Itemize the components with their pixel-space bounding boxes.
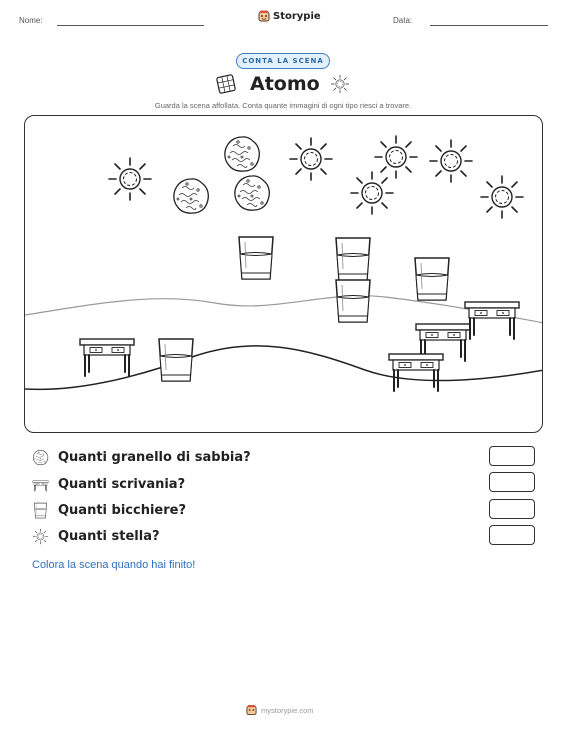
instructions: Guarda la scena affollata. Conta quante immagini di ogni tipo riesci a trovare. — [154, 101, 412, 110]
star-2 — [290, 138, 332, 180]
storypie-footer-logo-icon — [246, 704, 257, 716]
star-1 — [109, 158, 151, 200]
desk-4 — [389, 354, 443, 391]
star-icon — [32, 528, 49, 545]
question-sand-grain — [32, 449, 251, 466]
question-desk — [32, 476, 185, 493]
atom-grid-icon — [216, 74, 236, 94]
page-title: Atomo — [250, 73, 320, 95]
desk-3 — [465, 302, 519, 339]
footer-site[interactable]: mystorypie.com — [261, 705, 314, 715]
answer-box-sand-grain[interactable] — [489, 446, 535, 466]
glass-4 — [415, 258, 449, 300]
desk-1 — [80, 339, 134, 376]
sand-grain-1 — [225, 137, 259, 171]
question-text: Quanti bicchiere? — [58, 503, 187, 518]
glass-3 — [336, 280, 370, 322]
glass-icon — [32, 502, 49, 519]
date-label: Data: — [393, 16, 413, 25]
brand-logo — [258, 10, 321, 22]
question-glass — [32, 502, 186, 519]
sun-icon — [330, 74, 350, 94]
glass-1 — [239, 237, 273, 279]
question-star — [32, 528, 160, 545]
storypie-logo-icon — [258, 10, 270, 22]
hill-back-line — [25, 296, 543, 323]
sand-grain-icon — [32, 449, 49, 466]
answer-box-star[interactable] — [489, 525, 535, 545]
question-text: Quanti granello di sabbia? — [58, 450, 251, 465]
star-3 — [375, 136, 417, 178]
sand-grain-3 — [235, 176, 269, 210]
sand-grain-2 — [174, 179, 208, 213]
answer-box-desk[interactable] — [489, 472, 535, 492]
name-input-line[interactable] — [57, 25, 204, 26]
star-5 — [351, 172, 393, 214]
closing-instruction: Colora la scena quando hai finito! — [32, 559, 196, 571]
footer — [246, 704, 314, 716]
star-4 — [430, 140, 472, 182]
name-label: Nome: — [19, 16, 43, 25]
date-input-line[interactable] — [430, 25, 548, 26]
desk-icon — [32, 476, 49, 493]
activity-tag: CONTA LA SCENA — [236, 53, 330, 69]
glass-5 — [159, 339, 193, 381]
question-text: Quanti stella? — [58, 529, 160, 544]
glass-2 — [336, 238, 370, 280]
brand-name: Storypie — [273, 10, 321, 22]
star-6 — [481, 176, 523, 218]
answer-box-glass[interactable] — [489, 499, 535, 519]
counting-scene — [24, 115, 543, 433]
question-text: Quanti scrivania? — [58, 477, 186, 492]
